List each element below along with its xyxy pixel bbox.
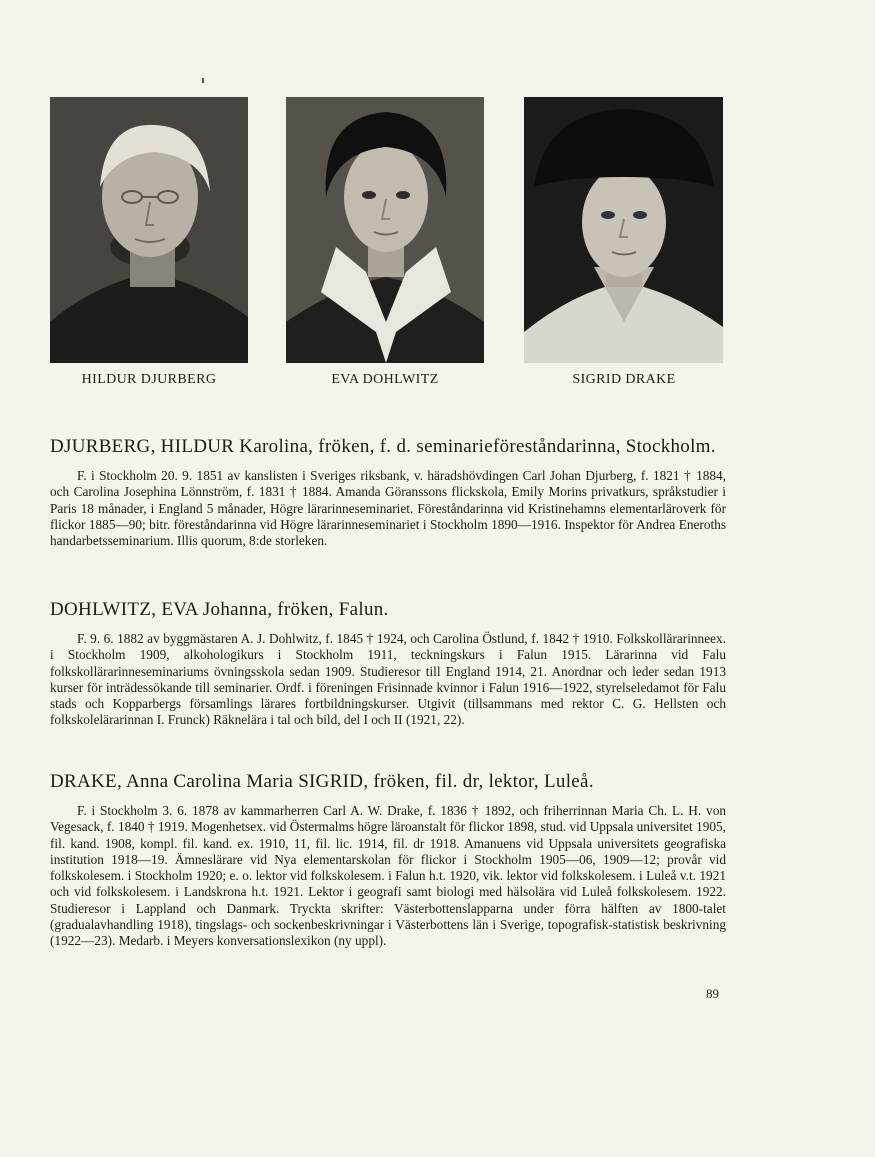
biography-entry bbox=[50, 771, 726, 950]
photo-caption: HILDUR DJURBERG bbox=[81, 372, 217, 387]
entry-heading: DOHLWITZ, EVA Johanna, fröken, Falun. bbox=[50, 599, 389, 620]
photo-caption: EVA DOHLWITZ bbox=[331, 372, 439, 387]
biography-entry bbox=[50, 599, 726, 729]
entry-heading: DRAKE, Anna Carolina Maria SIGRID, fröken, fil. dr, lektor, Luleå. bbox=[50, 771, 594, 792]
entry-text: F. i Stockholm 3. 6. 1878 av kammarherren Carl A. W. Drake, f. 1836 † 1892, och friherrinnan Maria Ch. L. H. von Vegesack, f. 1840 † 1919. Mogenhetsex. vid Östermalms högre läroanstalt för flickor 1898, stud. vid Uppsala universitet 1905, fil. kand. 1908, kompl. fil. kand. ex. 1910, 11, fil. lic. 1914, fil. dr 1918. Amanuens vid Uppsala universitets geografiska institution 1918—19. Ämneslärare vid Nya elementarskolan för flickor i Stockholm 1905—06, 1909—12; provår vid folkskolesem. i Stockholm 1920; e. o. lektor vid folkskolesem. i Falun h.t. 1920, vik. lektor vid folkskolesem. i Luleå v.t. 1921 och vid folkskolesem. i Landskrona h.t. 1921. Lektor i geografi samt biologi med hälsolära vid Luleå folkskolesem. 1922. Studieresor i Lappland och Danmark. Tryckta skrifter: Västerbottenslapparna under förra hälften av 1800-talet (gradualavhandling 1918), tingslags- och sockenbeskrivningar i Västerbottens län i Sverige, topografisk-statistisk beskrivning (1922—23). Medarb. i Meyers konversationslexikon (ny uppl). bbox=[50, 803, 726, 949]
photo-caption: SIGRID DRAKE bbox=[572, 372, 676, 387]
portrait-photo-drake bbox=[524, 97, 723, 363]
page-number: 89 bbox=[706, 986, 719, 1001]
entry-heading: DJURBERG, HILDUR Karolina, fröken, f. d. seminarieföreståndarinna, Stockholm. bbox=[50, 436, 716, 457]
entry-text: F. i Stockholm 20. 9. 1851 av kanslisten i Sveriges riksbank, v. häradshövdingen Carl Johan Djurberg, f. 1821 † 1884, och Carolina Josephina Lönnström, f. 1831 † 1884. Amanda Göranssons flickskola, Emily Morins privatkurs, språkstudier i Paris 18 månader, i England 5 månader, Högre lärarinneseminariet. Föreståndarinna vid Kristinehamns elementarläroverk för flickor 1885—90; bitr. föreståndarinna vid Högre lärarinneseminariet i Stockholm 1890—1916. Inspektor för Andrea Eneroths handarbetsseminarium. Illis quorum, 8:de storleken. bbox=[50, 468, 726, 549]
print-speck bbox=[202, 78, 204, 83]
biography-entry bbox=[50, 436, 726, 549]
portrait-photo-dohlwitz bbox=[286, 97, 484, 363]
portrait-photo-djurberg bbox=[50, 97, 248, 363]
entry-text: F. 9. 6. 1882 av byggmästaren A. J. Dohlwitz, f. 1845 † 1924, och Carolina Östlund, f. 1842 † 1910. Folkskollärarinneex. i Stockholm 1909, alkohologikurs i Stockholm 1911, teckningskurs i Falun 1915. Lärarinna vid Falu folkskollärarinneseminariums övningsskola sedan 1909. Studieresor till England 1914, 21. Anordnar och leder sedan 1913 kurser för inträdessökande till seminarier. Ordf. i föreningen Frisinnade kvinnor i Falun 1916—1922, styrelseledamot för Falu stads och Kopparbergs församlings lärares fortbildningskurser. Utgivit (tillsammans med rektor C. G. Hellsten och folkskolelärarinnan I. Frunck) Räknelära i tal och bild, del I och II (1921, 22). bbox=[50, 631, 726, 728]
